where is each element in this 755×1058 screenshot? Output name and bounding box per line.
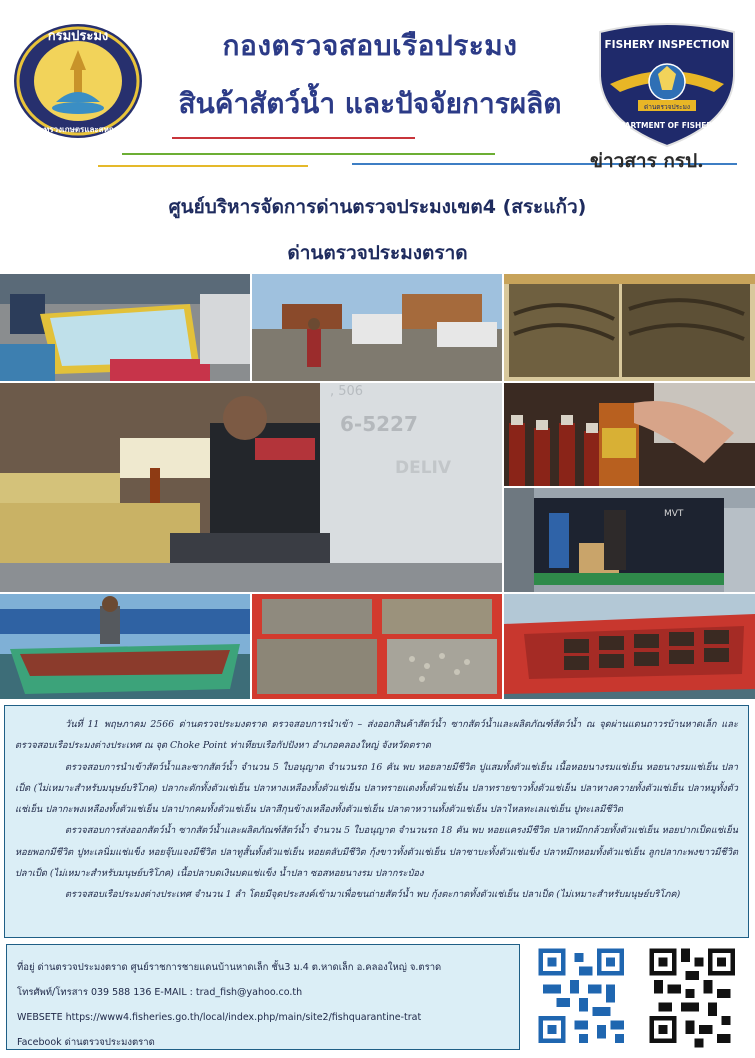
contact-website[interactable]: WEBSETE https://www4.fisheries.go.th/local/index.php/main/site2/fishquarantine-trat: [17, 1012, 422, 1023]
report-paragraph-export: ตรวจสอบการส่งออกสัตว์น้ำ ซากสัตว์น้ำและผลิตภัณฑ์สัตว์น้ำ จำนวน 5 ใบอนุญาต จำนวนรถ 18 คัน พบ หอยแครงมีชีวิต ปลาหมึกกล้วยทั้งตัวแช่เย็น หอยปากเป็ดแช่เย็น หอยพอกมีชีวิต ปูทะเลนิ่มแช่แข็ง หอยจุ๊บแจงมีชีวิต ปลาทูสั้นทั้งตัวแช่เย็น หอยตลับมีชีวิต กุ้งขาวทั้งตัวแช่เย็น ปลาซาบะทั้งตัวแช่แข็ง ปลาหมึกหอมทั้งตัวแช่เย็น ลูกปลากะพงขาวมีชีวิต ปลาเป็ด (ไม่เหมาะสำหรับมนุษย์บริโภค) เนื้อปลาบดเงินบดแช่แข็ง น้ำปลา ซอสหอยนางรม ปลากระป๋อง: [15, 825, 738, 880]
fishery-inspection-badge-logo: [592, 18, 742, 148]
contact-panel: [6, 944, 520, 1050]
checkpoint-name-heading: ด่านตรวจประมงตราด: [287, 242, 468, 264]
news-label: ข่าวสาร กรป.: [590, 150, 704, 172]
contact-address: ที่อยู่ ด่านตรวจประมงตราด ศูนย์ราชการชายแดนบ้านหาดเล็ก ชั้น3 ม.4 ต.หาดเล็ก อ.คลองใหญ่ จ.ตราด: [17, 962, 442, 973]
photo-container-loading: [504, 488, 755, 592]
report-text-panel: [4, 705, 749, 938]
page-subtitle: สินค้าสัตว์น้ำ และปัจจัยการผลิต: [178, 87, 562, 120]
truck-plate-text: MVT: [664, 509, 684, 519]
report-paragraph-foreign-vessel: ตรวจสอบเรือประมงต่างประเทศ จำนวน 1 ลำ โดยมีจุดประสงค์เข้ามาเพื่อขนถ่ายสัตว์น้ำ พบ กุ้งตะกาดทั้งตัวแช่เย็น ปลาเป็ด (ไม่เหมาะสำหรับมนุษย์บริโภค): [65, 889, 681, 901]
contact-facebook[interactable]: Facebook ด่านตรวจประมงตราด: [17, 1037, 155, 1048]
photo-trucks-loading: [252, 274, 502, 381]
report-paragraph-import: ตรวจสอบการนำเข้าสัตว์น้ำและซากสัตว์น้ำ จำนวน 5 ใบอนุญาต จำนวนรถ 16 คัน พบ หอยลายมีชีวิต ปูแสมทั้งตัวแช่เย็น เนื้อหอยนางรมแช่เย็น หอยนางรมแช่เย็น ปลาเป็ด (ไม่เหมาะสำหรับมนุษย์บริโภค) ปลากะตักทั้งตัวแช่เย็น ปลาหางเหลืองทั้งตัวแช่เย็น ปลาทรายแดงทั้งตัวแช่เย็น ปลาทรายขาวทั้งตัวแช่เย็น ปลาหางควายทั้งตัวแช่เย็น ปลาหมูทั้งตัวแช่เย็น ปลากะพงเหลืองทั้งตัวแช่เย็น ปลาปากคมทั้งตัวแช่เย็น ปลาสีกุนข้างเหลืองทั้งตัวแช่เย็น ปลาตาหวานทั้งตัวแช่เย็น ปลาไหลทะเลแช่เย็น ปูทะเลมีชีวิต: [15, 761, 738, 816]
container-delivery-text: DELIV: [395, 458, 452, 478]
svg-text:, 506: , 506: [330, 384, 364, 399]
seal-bottom-text: กระทรวงเกษตรและสหกรณ์: [30, 125, 126, 134]
badge-top-text: FISHERY INSPECTION: [604, 39, 730, 51]
page-title: กองตรวจสอบเรือประมง: [222, 29, 518, 62]
department-seal-logo: [12, 22, 144, 140]
seal-top-text: กรมประมง: [47, 29, 109, 44]
center-name-heading: ศูนย์บริหารจัดการด่านตรวจประมงเขต4 (สระแก้ว): [168, 196, 587, 218]
photo-fish-crates: [0, 274, 250, 381]
qr-code-icon-left[interactable]: [533, 944, 629, 1052]
contact-phone-email: โทรศัพท์/โทรสาร 039 588 136 E-MAIL : trad_fish@yahoo.co.th: [17, 987, 303, 998]
photo-boat-worker: [0, 594, 250, 699]
photo-fish-trays: [252, 594, 502, 699]
decorative-rule-green: [122, 153, 495, 155]
decorative-rule-yellow: [98, 165, 308, 167]
badge-banner-text: ด่านตรวจประมง: [643, 103, 691, 111]
badge-bottom-text: DEPARTMENT OF FISHERIES: [608, 121, 726, 130]
qr-code-icon-right[interactable]: [644, 944, 740, 1052]
photo-dried-fish: [504, 274, 755, 381]
photo-fish-sauce-bottle: [504, 383, 755, 486]
photo-boat-deck: [504, 594, 755, 699]
photo-inspector-bottles: [0, 383, 502, 592]
container-number-text: 6-5227: [340, 412, 418, 436]
report-paragraph-summary: วันที่ 11 พฤษภาคม 2566 ด่านตรวจประมงตราด ตรวจสอบการนำเข้า – ส่งออกสินค้าสัตว์น้ำ ซากสัตว์น้ำและผลิตภัณฑ์สัตว์น้ำ ณ จุดผ่านแดนถาวรบ้านหาดเล็ก และตรวจสอบเรือประมงต่างประเทศ ณ จุด Choke Point ท่าเทียบเรือกัปปังหา อำเภอคลองใหญ่ จังหวัดตราด: [15, 719, 738, 752]
decorative-rule-red: [172, 137, 415, 139]
